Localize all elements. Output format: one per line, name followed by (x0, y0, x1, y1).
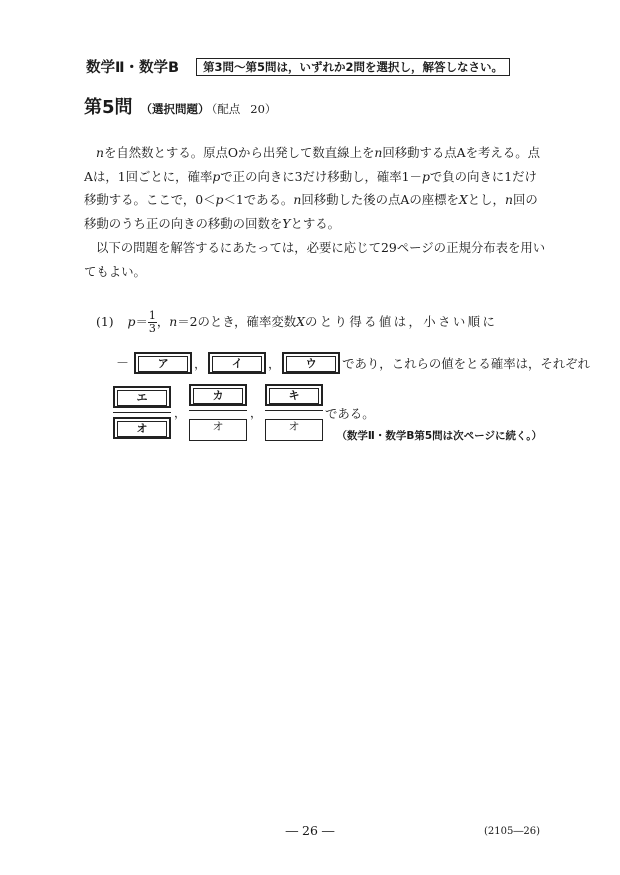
equals-sign: ＝ (135, 314, 148, 329)
comma: ， (250, 406, 263, 420)
var-y: Y (282, 215, 291, 231)
var-n: n (504, 192, 513, 208)
fraction-bar (189, 410, 247, 411)
answer-box-e[interactable]: エ (113, 386, 171, 408)
document-code: (2105―26) (484, 826, 540, 837)
var-x: X (458, 192, 468, 208)
statement-text: 回の移動のうち正の向きの移動の回数を (84, 192, 538, 231)
statement-text: ＜1である。 (223, 192, 294, 208)
comma: ， (194, 356, 207, 371)
statement-text: で正の向きに3だけ移動し，確率1－ (220, 168, 422, 184)
part1-text: のとり得る値は，小さい順に (304, 314, 498, 329)
fraction-bar (113, 412, 171, 413)
fraction-denominator: 3 (148, 322, 156, 335)
var-n: n (293, 192, 302, 208)
var-p: p (127, 314, 136, 329)
answer-fraction-ka-o (189, 384, 247, 441)
note-text: 以下の問題を解答するにあたっては，必要に応じて29ページの正規分布表を用いてもよい。 (84, 240, 546, 279)
answer-box-a[interactable]: ア (134, 352, 192, 374)
statement-text: 回移動した後の点Aの座標を (301, 192, 459, 208)
part1-line3 (113, 384, 375, 441)
fraction-one-third (148, 310, 157, 335)
statement-text: とする。 (290, 215, 340, 231)
answer-fraction-e-o (113, 386, 171, 439)
statement-text: とし， (467, 192, 505, 208)
part1-line2 (116, 352, 590, 374)
answer-box-o-repeat[interactable]: オ (265, 419, 323, 441)
comma: ， (156, 314, 170, 329)
var-x: X (296, 314, 305, 329)
var-n: n (374, 145, 383, 160)
answer-box-o-repeat[interactable]: オ (189, 419, 247, 441)
answer-box-u[interactable]: ウ (282, 352, 340, 374)
statement-text: を自然数とする。原点Oから出発して数直線上を (103, 145, 375, 160)
part1-label: (1) (96, 314, 114, 329)
part1-line1 (96, 310, 556, 335)
points-label: （配点 (211, 102, 241, 116)
selection-label: （選択問題） (140, 102, 210, 116)
var-p: p (212, 168, 221, 184)
answer-box-ki[interactable]: キ (265, 384, 323, 406)
question-title (84, 93, 276, 119)
var-p: p (421, 168, 430, 184)
answer-box-ka[interactable]: カ (189, 384, 247, 406)
comma: ， (174, 406, 187, 420)
statement-text: で負の向きに1だけ移動する。ここで，0＜ (84, 168, 537, 208)
part1-text: である。 (325, 405, 375, 421)
fraction-numerator: 1 (148, 309, 156, 322)
points-value: 20） (250, 102, 277, 116)
fraction-bar (265, 410, 323, 411)
part1-text: であり，これらの値をとる確率は，それぞれ (342, 355, 590, 371)
subject-label: 数学Ⅱ・数学B (86, 60, 180, 76)
var-p: p (215, 192, 224, 208)
answer-box-o[interactable]: オ (113, 417, 171, 439)
statement-text: 回移動する点Aを考える。点Aは，1回ごとに，確率 (84, 145, 540, 184)
page-number: ― 26 ― (285, 823, 335, 838)
comma: ， (268, 356, 281, 371)
problem-statement (84, 141, 546, 235)
question-number: 第5問 (84, 97, 133, 118)
instruction-box: 第3問～第5問は，いずれか2問を選択し，解答しなさい。 (196, 58, 510, 76)
var-n: n (169, 314, 178, 329)
normal-table-note (84, 236, 546, 283)
answer-box-i[interactable]: イ (208, 352, 266, 374)
var-n: n (96, 145, 104, 160)
part1-text: ＝2のとき，確率変数 (177, 314, 297, 329)
answer-fraction-ki-o (265, 384, 323, 441)
minus-sign: － (116, 356, 130, 372)
continue-note: （数学Ⅱ・数学B第5問は次ページに続く。） (336, 430, 542, 442)
